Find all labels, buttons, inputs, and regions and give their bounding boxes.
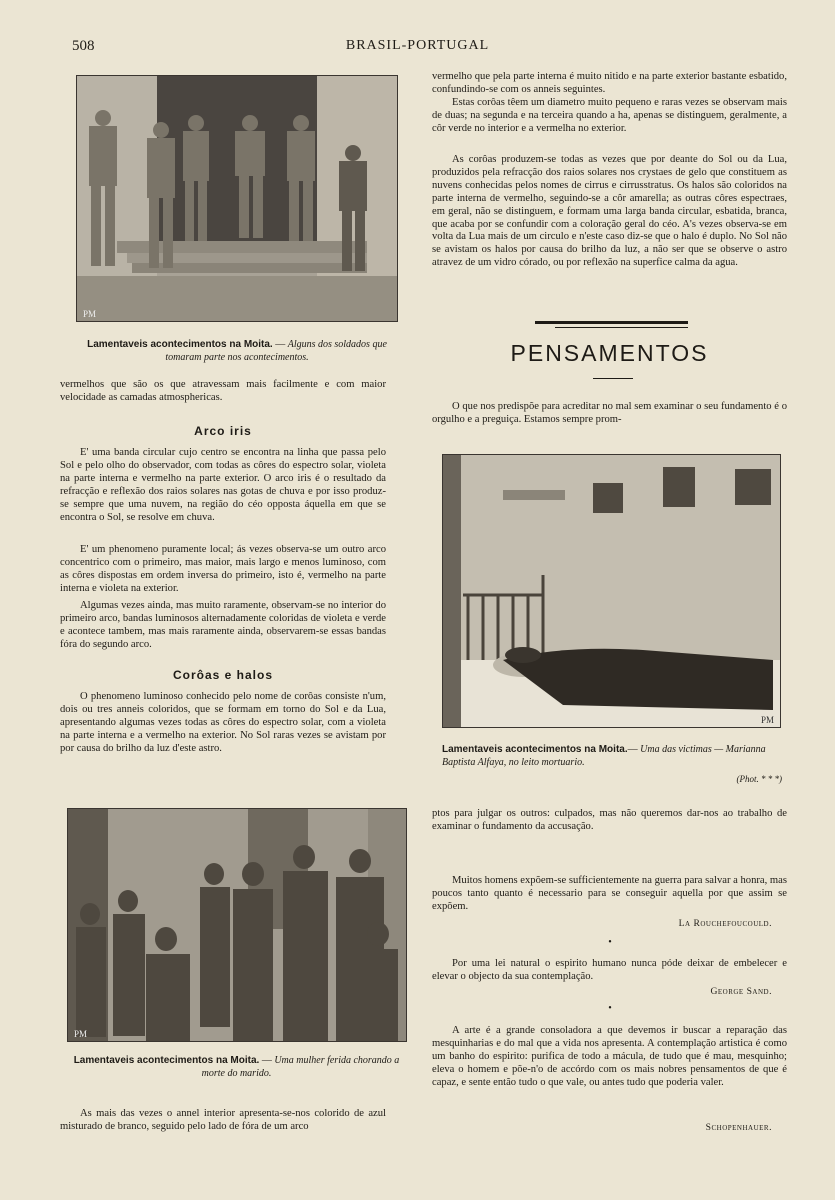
photo-caption — [442, 743, 784, 769]
section-divider-thin — [555, 327, 688, 328]
body-paragraph: O phenomeno luminoso conhecido pelo nome de corôas consiste n'um, dois ou tres anneis coloridos, que se formam em torno do Sol e da Lua, apresentando algumas vezes todas as côres do espectro solar, com a violeta na parte interna e a vermelho na exterior. No Sol raras vezes se avistam por por causa do brilho da luz d'este astro. — [60, 691, 386, 754]
page-number: 508 — [72, 38, 95, 54]
page-header-title: BRASIL-PORTUGAL — [345, 38, 490, 53]
quote-text: Muitos homens expõem-se sufficientemente na guerra para salvar a honra, mas poucos tanto quanto é necessario para se conseguir aquella por que assim se expõem. — [432, 875, 787, 912]
quote-author: George Sand. — [710, 986, 772, 997]
quote-text: A arte é a grande consoladora a que devemos ir buscar a reparação das mesquinharias e do mal que a vida nos apresenta. A contemplação artistica é como um banho do espirito: purifica de todo a mácula, de tudo que é mau, mesquinho; eleva o homem e põe-n'o de accórdo com os mais nobres pensamentos de que é capaz, e sente então tudo o que vale, ou antes tudo que poderia valer. — [432, 1025, 787, 1088]
photo-caption — [64, 1054, 409, 1080]
photo-caption — [72, 338, 402, 364]
section-title-pensamentos: PENSAMENTOS — [510, 340, 709, 366]
photo-credit: (Phot. * * *) — [736, 774, 782, 784]
body-paragraph: As mais das vezes o annel interior apresenta-se-nos colorido de azul misturado de branco, seguido pelo lado de fóra de um arco — [60, 1108, 386, 1132]
photo-monogram: PM — [74, 1029, 88, 1039]
photo-monogram: PM — [83, 309, 97, 319]
separator-dot: • — [608, 937, 612, 948]
photo-women — [67, 808, 407, 1042]
body-paragraph: Estas corôas têem um diametro muito pequeno e raras vezes se observam mais de duas; na segunda e na terceira quando a ha, apenas se distinguem, geralmente, a côr verde no interior e a vermelha no exterior. — [432, 97, 787, 134]
body-paragraph: ptos para julgar os outros: culpados, mas não queremos dar-nos ao trabalho de examinar o fundamento da accusação. — [432, 808, 787, 832]
photo-deathbed — [442, 454, 781, 728]
deathbed-illustration — [443, 455, 780, 727]
caption-dash: — — [627, 744, 641, 755]
body-paragraph: Algumas vezes ainda, mas muito raramente, observam-se no interior do primeiro arco, bandas luminosos alternadamente coloridas de violeta e verde e acontece tambem, mas mais raramente ainda, observarem-se essas bandas fóra do segundo arco. — [60, 600, 386, 650]
caption-text: Uma das victimas — Marianna Baptista Alfaya, no leito mortuario. — [442, 744, 766, 768]
quote-author: Schopenhauer. — [705, 1122, 772, 1133]
caption-title: Lamentaveis acontecimentos na Moita. — [87, 339, 273, 350]
caption-text: Uma mulher ferida chorando a morte do marido. — [201, 1055, 400, 1079]
body-paragraph: vermelho que pela parte interna é muito nitido e na parte exterior bastante esbatido, confundindo-se com os anneis seguintes. — [432, 71, 787, 95]
caption-dash: — — [272, 339, 288, 350]
section-title-underline — [593, 378, 633, 379]
caption-text: Alguns dos soldados que tomaram parte nos acontecimentos. — [165, 339, 387, 363]
caption-title: Lamentaveis acontecimentos na Moita. — [73, 1055, 260, 1066]
quote-author: La Rouchefoucould. — [678, 918, 772, 929]
section-divider-thick — [535, 321, 688, 324]
caption-title: Lamentaveis acontecimentos na Moita. — [442, 744, 628, 755]
body-paragraph: E' um phenomeno puramente local; ás vezes observa-se um outro arco concentrico com o primeiro, mas maior, mais largo e menos luminoso, com as côres dispostas em ordem inversa do primeiro, isto é, vermelho na parte interna e violeta na exterior. — [60, 544, 386, 594]
section-heading-coroas: Corôas e halos — [172, 668, 274, 682]
women-illustration — [68, 809, 406, 1041]
caption-dash: — — [259, 1055, 275, 1066]
photo-monogram: PM — [760, 715, 774, 725]
body-paragraph: vermelhos que são os que atravessam mais facilmente e com maior velocidade as camadas atmosphericas. — [60, 379, 386, 403]
photo-soldiers — [76, 75, 398, 322]
body-paragraph: E' uma banda circular cujo centro se encontra na linha que passa pelo Sol e pelo olho do observador, com todas as côres do espectro solar, violeta na parte interna e vermelho na parte exterior. O arco iris é o resultado da refracção e reflexão dos raios solares nas gotas de chuva e por isso produz-se sempre que uma nuvem, na região do céo opposta áquella em que se encontra o Sol, se resolve em chuva. — [60, 447, 386, 523]
soldiers-illustration — [77, 76, 397, 321]
quote-text: Por uma lei natural o espirito humano nunca póde deixar de embelecer e elevar o objecto da sua contemplação. — [432, 958, 787, 982]
body-paragraph: As corôas produzem-se todas as vezes que por deante do Sol ou da Lua, produzidos pela refracção dos raios solares nos crystaes de gelo que constituem as nuvens conhecidas pelos nomes de cirrus e cirrusstratus. Os halos são coloridos na parte interna de vermelho, seguindo-se a côr amarella; as outras côres espectraes, em geral, não se distinguem, e formam uma larga banda circular, esbatida, branca, que acaba por se confundir com a coloração geral do céo. A's vezes observa-se em volta da Lua mais de um circulo e n'este caso diz-se que o halo é duplo. No Sol não se avistam os halos por causa do brilho da luz, a não ser que se observe o astro atravez de um vidro córado, ou por reflexão na superfice calma da agua. — [432, 154, 787, 269]
body-paragraph: O que nos predispõe para acreditar no mal sem examinar o seu fundamento é o orgulho e a preguiça. Estamos sempre prom- — [432, 401, 787, 425]
section-heading-arco-iris: Arco iris — [194, 424, 252, 438]
separator-dot: • — [608, 1003, 612, 1014]
